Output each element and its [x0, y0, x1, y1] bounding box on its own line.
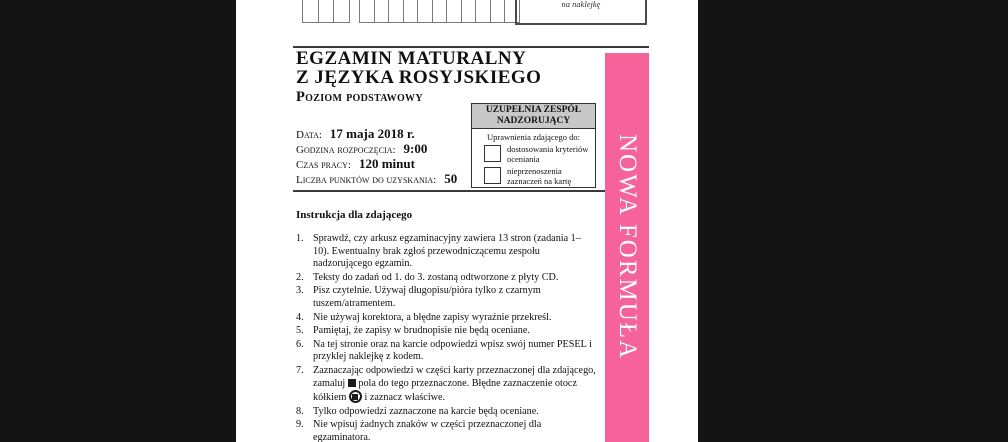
instruction-item-9 — [296, 419, 596, 442]
exam-info-block — [296, 126, 457, 186]
exam-title-line2: Z JĘZYKA ROSYJSKIEGO — [296, 66, 542, 88]
instruction-number: 6. — [296, 338, 304, 350]
info-value-duration: 120 minut — [358, 156, 415, 171]
info-value-max-points: 50 — [444, 171, 458, 186]
info-label-date: Data: — [296, 129, 322, 141]
instructions-section — [296, 209, 596, 442]
instruction-text: Teksty do zadań od 1. do 3. zostaną odtworzone z płyty CD. — [313, 271, 559, 283]
code-cell — [446, 0, 462, 23]
supervisor-box — [471, 103, 596, 188]
instruction-text: Sprawdź, czy arkusz egzaminacyjny zawiera 13 stron (zadania 1–10). Ewentualny brak zgłoś przewodniczącemu zespołu nadzorującego egzamin. — [313, 233, 581, 270]
title-block — [296, 50, 541, 106]
instruction-number: 7. — [296, 364, 304, 376]
info-row-duration — [296, 156, 457, 171]
info-label-duration: Czas pracy: — [296, 159, 351, 171]
code-cell — [302, 0, 319, 23]
instruction-item-2 — [296, 272, 596, 285]
circled-square-icon-fill — [352, 394, 358, 400]
instruction-text: Tylko odpowiedzi zaznaczone na karcie będą oceniane. — [313, 405, 539, 417]
circled-square-icon — [349, 390, 362, 403]
info-row-start-time — [296, 141, 457, 156]
instruction-item-6 — [296, 339, 596, 364]
info-label-start-time: Godzina rozpoczęcia: — [296, 144, 396, 156]
instruction-item-1 — [296, 233, 596, 271]
checkbox-row-adjusted-criteria — [484, 145, 595, 164]
code-cell — [374, 0, 390, 23]
sticker-box — [515, 0, 647, 25]
instruction-text-part1: Zaznaczając odpowiedzi w części karty przeznaczonej dla zdającego, zamaluj — [313, 364, 596, 389]
exam-level: Poziom podstawowy — [296, 89, 423, 105]
code-cell — [432, 0, 448, 23]
nowa-formula-banner-text: NOWA FORMUŁA — [614, 134, 641, 361]
checkbox-no-transfer — [484, 167, 501, 184]
instruction-item-4 — [296, 312, 596, 325]
supervisor-box-header-line1: UZUPEŁNIA ZESPÓŁ — [485, 105, 582, 115]
checkbox-adjusted-criteria-label: dostosowania kryteriów oceniania — [507, 144, 589, 164]
instruction-text: Pisz czytelnie. Używaj długopisu/pióra tylko z czarnym tuszem/atramentem. — [313, 285, 541, 309]
instruction-text: Nie używaj korektora, a błędne zapisy wyraźnie przekreśl. — [313, 311, 552, 323]
instruction-text: Pamiętaj, że zapisy w brudnopisie nie będą oceniane. — [313, 325, 530, 337]
info-row-date — [296, 126, 457, 141]
checkbox-row-no-transfer — [484, 167, 595, 186]
instruction-item-5 — [296, 325, 596, 338]
sticker-box-label: na naklejkę — [561, 0, 601, 9]
supervisor-box-header-line2: NADZORUJĄCY — [496, 115, 571, 126]
code-cell — [388, 0, 404, 23]
instruction-text: Na tej stronie oraz na karcie odpowiedzi wpisz swój numer PESEL i przyklej naklejkę z kodem. — [313, 338, 592, 363]
instruction-text: Nie wpisuj żadnych znaków w części przeznaczonej dla egzaminatora. — [313, 419, 542, 442]
code-cell — [490, 0, 506, 23]
instruction-number: 5. — [296, 325, 304, 337]
instructions-heading: Instrukcja dla zdającego — [296, 209, 413, 221]
supervisor-box-subtitle: Uprawnienia zdającego do: — [487, 132, 580, 142]
code-cell — [461, 0, 477, 23]
exam-title-line1: EGZAMIN MATURALNY — [296, 48, 527, 69]
exam-code-grid — [302, 0, 349, 23]
instruction-item-3 — [296, 285, 596, 310]
checkbox-adjusted-criteria — [484, 145, 501, 162]
instruction-number: 8. — [296, 405, 304, 417]
code-cell — [403, 0, 419, 23]
filled-square-icon — [348, 379, 356, 387]
instruction-text — [313, 365, 596, 405]
instruction-number: 1. — [296, 233, 304, 244]
nowa-formula-banner — [605, 53, 649, 442]
info-divider — [293, 190, 605, 192]
instruction-text-part3: i zaznacz właściwe. — [364, 392, 446, 404]
pesel-grid — [359, 0, 519, 23]
supervisor-box-header — [472, 104, 595, 129]
instruction-item-7 — [296, 365, 596, 405]
instruction-number: 9. — [296, 419, 304, 431]
info-row-max-points — [296, 171, 457, 186]
exam-sheet-page — [236, 0, 698, 442]
info-label-max-points: Liczba punktów do uzyskania: — [296, 174, 437, 186]
code-cell — [333, 0, 350, 23]
code-cell — [475, 0, 491, 23]
code-cell — [417, 0, 433, 23]
instruction-number: 4. — [296, 311, 304, 323]
instruction-number: 3. — [296, 285, 304, 297]
info-value-date: 17 maja 2018 r. — [329, 126, 415, 141]
checkbox-no-transfer-label: nieprzenoszenia zaznaczeń na kartę — [507, 166, 572, 186]
info-value-start-time: 9:00 — [403, 141, 428, 156]
instruction-number: 2. — [296, 271, 304, 283]
code-cell — [318, 0, 335, 23]
instruction-text-part2: pola do tego przeznaczone. Błędne zaznaczenie otocz kółkiem — [313, 377, 577, 404]
instruction-item-8 — [296, 406, 596, 419]
code-cell — [359, 0, 375, 23]
